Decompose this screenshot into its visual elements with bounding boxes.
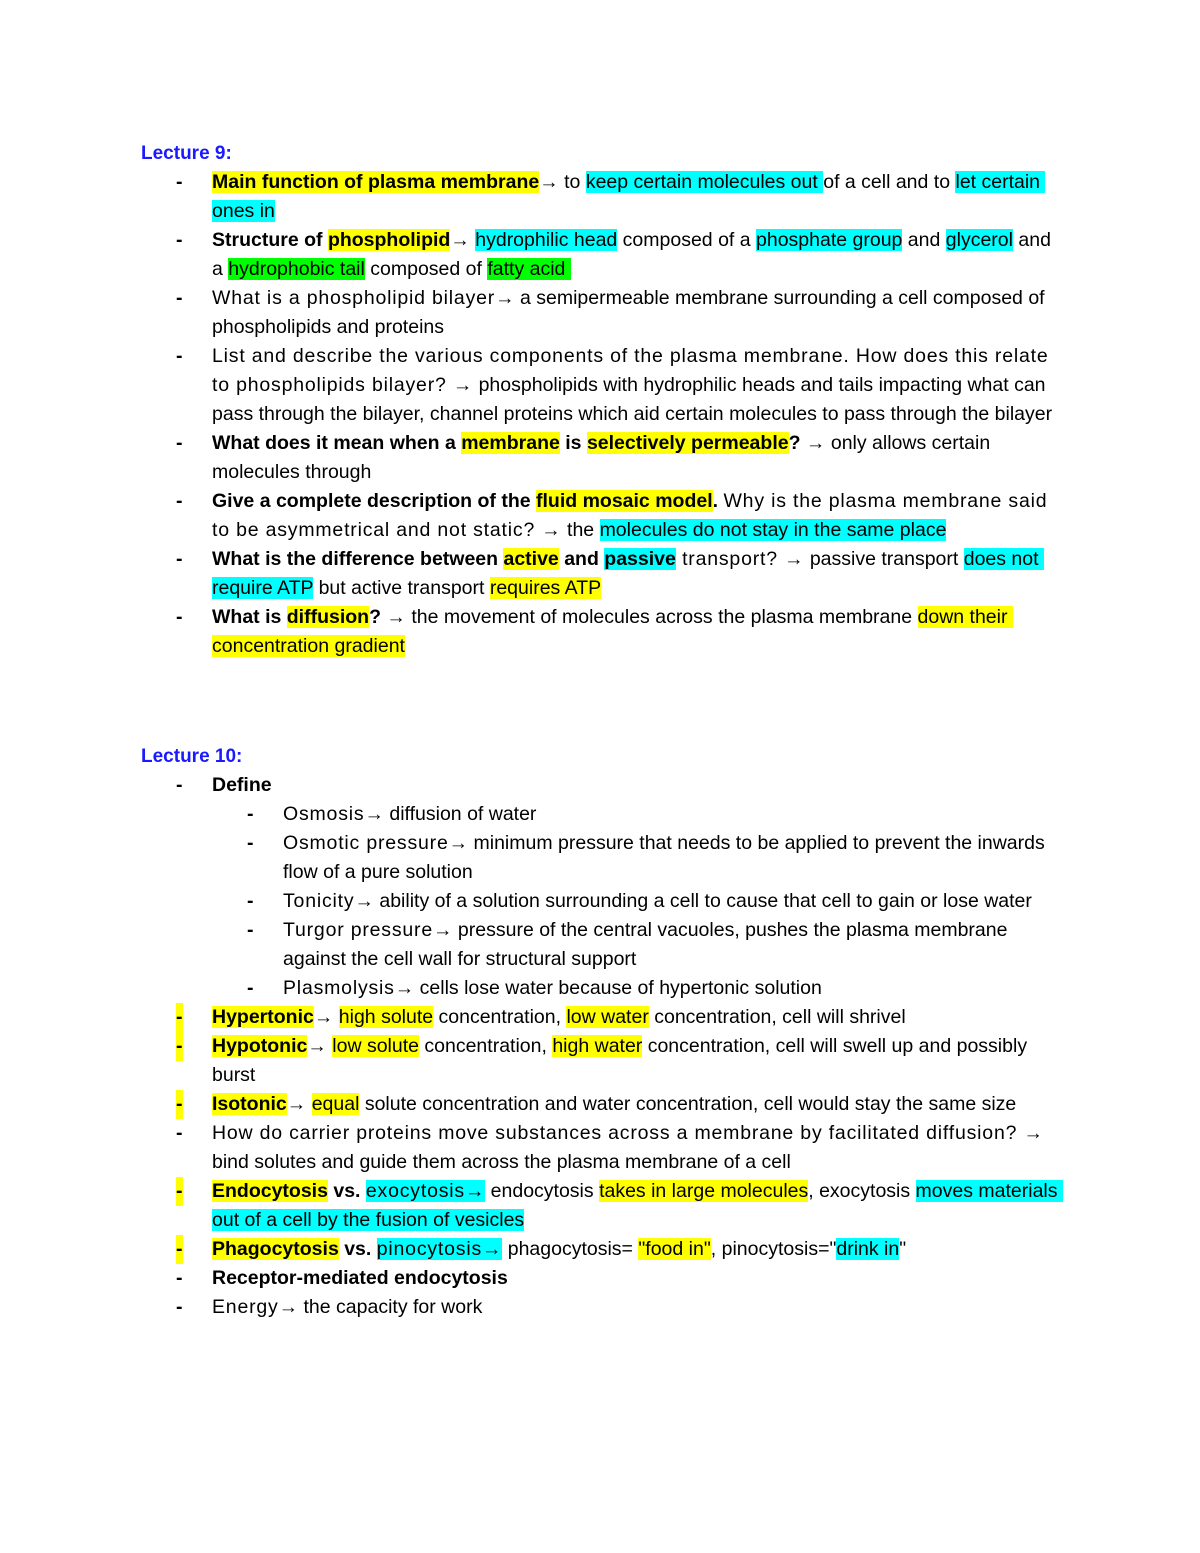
text-segment: phagocytosis= (502, 1238, 639, 1260)
text-segment: What is (212, 606, 287, 628)
highlighted-text: low water (566, 1006, 649, 1028)
text-segment: → (286, 1093, 312, 1115)
text-segment: concentration, (418, 1035, 553, 1057)
text-segment: What does it mean when a (212, 432, 462, 454)
highlighted-text: Hypertonic (212, 1006, 314, 1028)
highlighted-text: does not require ATP (212, 548, 1044, 599)
highlighted-text: drink in (836, 1238, 900, 1260)
text-segment: diffusion of water (383, 803, 537, 825)
highlighted-text: keep certain molecules out (585, 171, 824, 193)
bullet-dash: - (176, 229, 183, 251)
text-segment: a semipermeable membrane surrounding a cell composed of phospholipids and proteins (212, 287, 1051, 338)
highlighted-text: high water (552, 1035, 643, 1057)
text-segment: What is the difference between (212, 548, 504, 570)
text-segment: Osmotic pressure (283, 832, 449, 854)
bullet-dash: - (176, 432, 183, 454)
highlighted-text: exocytosis→ (365, 1180, 486, 1202)
list-item (0, 1264, 1062, 1293)
lecture-9-list (0, 168, 1200, 661)
highlighted-text: moves materials out of a cell by the fusion of vesicles (212, 1180, 1063, 1231)
text-segment: and (558, 548, 605, 570)
bullet-dash: - (176, 345, 183, 367)
list-item (0, 1119, 1062, 1177)
text-segment: Energy (212, 1296, 279, 1318)
highlighted-text: Endocytosis (212, 1180, 328, 1202)
list-item (0, 226, 1062, 284)
text-segment: → (448, 832, 469, 854)
text-segment: solute concentration and water concentration, cell would stay the same size (359, 1093, 1017, 1115)
text-segment: Give a complete description of the (212, 490, 536, 512)
text-segment: the (561, 519, 600, 541)
text-segment: Turgor pressure (283, 919, 433, 941)
text-segment: How do carrier proteins move substances across a membrane by facilitated diffusion? → (212, 1122, 1044, 1144)
text-segment: and a (212, 229, 1057, 280)
text-segment: ? → (369, 606, 406, 628)
text-segment: , pinocytosis=" (710, 1238, 837, 1260)
text-segment: composed of (364, 258, 488, 280)
list-item (0, 603, 1062, 661)
highlighted-text: requires ATP (489, 577, 602, 599)
bullet-dash: - (176, 606, 183, 628)
text-segment: Receptor-mediated endocytosis (212, 1267, 508, 1289)
highlighted-text: phospholipid (327, 229, 451, 251)
bullet-dash: - (176, 171, 183, 193)
list-item (0, 1032, 1062, 1090)
highlighted-text: takes in large molecules (599, 1180, 809, 1202)
text-segment: ? → (788, 432, 826, 454)
text-segment: the capacity for work (298, 1296, 483, 1318)
text-segment: → (364, 803, 384, 825)
text-segment: phospholipids with hydrophilic heads and tails impacting what can pass through the bilayer, channel proteins which aid certain molecules to pass through the bilayer (212, 374, 1053, 425)
highlighted-text: high solute (338, 1006, 434, 1028)
list-item (0, 342, 1062, 429)
highlighted-text: low solute (332, 1035, 419, 1057)
bullet-dash: - (176, 774, 183, 796)
highlighted-text: phosphate group (756, 229, 903, 251)
highlighted-text: Hypotonic (212, 1035, 308, 1057)
text-segment: → (450, 229, 476, 251)
text-segment: Tonicity (283, 890, 355, 912)
text-segment: → (433, 919, 453, 941)
text-segment: composed of a (617, 229, 757, 251)
text-segment: concentration, cell will shrivel (648, 1006, 906, 1028)
highlighted-text: passive (604, 548, 676, 570)
list-item (0, 487, 1062, 545)
lecture-10-list (0, 771, 1200, 1322)
sub-list-item (0, 800, 1063, 829)
bullet-dash: - (247, 890, 254, 912)
bullet-dash: - (176, 1122, 183, 1144)
bullet-dash: - (247, 919, 254, 941)
highlighted-text: "food in" (638, 1238, 711, 1260)
text-segment: and (902, 229, 946, 251)
bullet-dash: - (176, 1267, 183, 1289)
text-segment: Structure of (212, 229, 328, 251)
highlighted-text: fatty acid (487, 258, 571, 280)
text-segment: → (495, 287, 515, 309)
list-item (0, 429, 1062, 487)
text-segment: only allows certain molecules through (212, 432, 996, 483)
bullet-dash: - (176, 1296, 183, 1318)
list-item (0, 168, 1062, 226)
text-segment: What is a phospholipid bilayer (212, 287, 496, 309)
list-item (0, 284, 1062, 342)
list-item (0, 1293, 1062, 1322)
text-segment: Define (212, 774, 272, 796)
text-segment: vs. (338, 1238, 377, 1260)
highlighted-text: active (503, 548, 559, 570)
highlighted-text: Isotonic (212, 1093, 287, 1115)
text-segment: → (354, 890, 374, 912)
text-segment: concentration, cell will swell up and possibly burst (212, 1035, 1033, 1086)
text-segment: is (559, 432, 587, 454)
text-segment: Osmosis (283, 803, 365, 825)
text-segment: → (307, 1035, 333, 1057)
bullet-dash: - (176, 548, 183, 570)
text-segment: List and describe the various components of the plasma membrane. How does this relate to phospholipids bilayer? → (212, 345, 1055, 396)
bullet-dash: - (247, 832, 254, 854)
highlighted-text: down their concentration gradient (212, 606, 1013, 657)
text-segment: minimum pressure that needs to be applied to prevent the inwards flow of a pure solution (283, 832, 1051, 883)
text-segment: cells lose water because of hypertonic solution (414, 977, 822, 999)
text-segment: passive transport (804, 548, 964, 570)
bullet-dash: - (176, 287, 183, 309)
text-segment: but active transport (313, 577, 490, 599)
text-segment: to (558, 171, 586, 193)
text-segment: the movement of molecules across the plasma membrane (405, 606, 918, 628)
bullet-dash: - (247, 977, 254, 999)
bullet-dash: - (176, 1235, 183, 1264)
highlighted-text: molecules do not stay in the same place (599, 519, 947, 541)
text-segment: → (278, 1296, 299, 1318)
text-segment: concentration, (433, 1006, 567, 1028)
sub-list-item (0, 974, 1063, 1003)
bullet-dash: - (176, 1003, 183, 1032)
highlighted-text: Phagocytosis (212, 1238, 339, 1260)
list-item (0, 1177, 1062, 1235)
highlighted-text: hydrophilic head (475, 229, 618, 251)
bullet-dash: - (247, 803, 254, 825)
sub-list-item (0, 916, 1063, 974)
text-segment: transport? → (675, 548, 805, 570)
list-item (0, 1090, 1062, 1119)
text-segment: pressure of the central vacuoles, pushes the plasma membrane against the cell wall for structural support (283, 919, 1013, 970)
sub-list-item (0, 829, 1063, 887)
text-segment: , exocytosis (808, 1180, 916, 1202)
bullet-dash: - (176, 490, 183, 512)
highlighted-text: let certain ones in (212, 171, 1046, 222)
lecture-9-heading: Lecture 9: (141, 143, 232, 164)
highlighted-text: equal (311, 1093, 360, 1115)
text-segment: → (539, 171, 559, 193)
highlighted-text: membrane (461, 432, 560, 454)
sub-list-item (0, 887, 1063, 916)
text-segment: Why is the plasma membrane said to be asymmetrical and not static? → (212, 490, 1054, 541)
highlighted-text: glycerol (945, 229, 1013, 251)
highlighted-text: fluid mosaic model (536, 490, 713, 512)
highlighted-text: Main function of plasma membrane (212, 171, 540, 193)
lecture-10-heading: Lecture 10: (141, 746, 243, 767)
text-segment: of a cell and to (823, 171, 956, 193)
list-item (0, 771, 1062, 800)
highlighted-text: hydrophobic tail (228, 258, 365, 280)
bullet-dash: - (176, 1090, 183, 1119)
text-segment: endocytosis (485, 1180, 600, 1202)
highlighted-text: diffusion (286, 606, 370, 628)
text-segment: Plasmolysis (283, 977, 395, 999)
text-segment: " (899, 1238, 907, 1260)
highlighted-text: selectively permeable (586, 432, 789, 454)
text-segment: bind solutes and guide them across the plasma membrane of a cell (212, 1122, 1050, 1173)
bullet-dash: - (176, 1032, 183, 1061)
text-segment: . (712, 490, 724, 512)
bullet-dash: - (176, 1177, 183, 1206)
list-item (0, 545, 1062, 603)
list-item (0, 1235, 1062, 1264)
list-item (0, 1003, 1062, 1032)
text-segment: → (313, 1006, 339, 1028)
text-segment: vs. (327, 1180, 366, 1202)
highlighted-text: pinocytosis→ (376, 1238, 503, 1260)
text-segment: ability of a solution surrounding a cell to cause that cell to gain or lose water (373, 890, 1032, 912)
text-segment: → (394, 977, 415, 999)
